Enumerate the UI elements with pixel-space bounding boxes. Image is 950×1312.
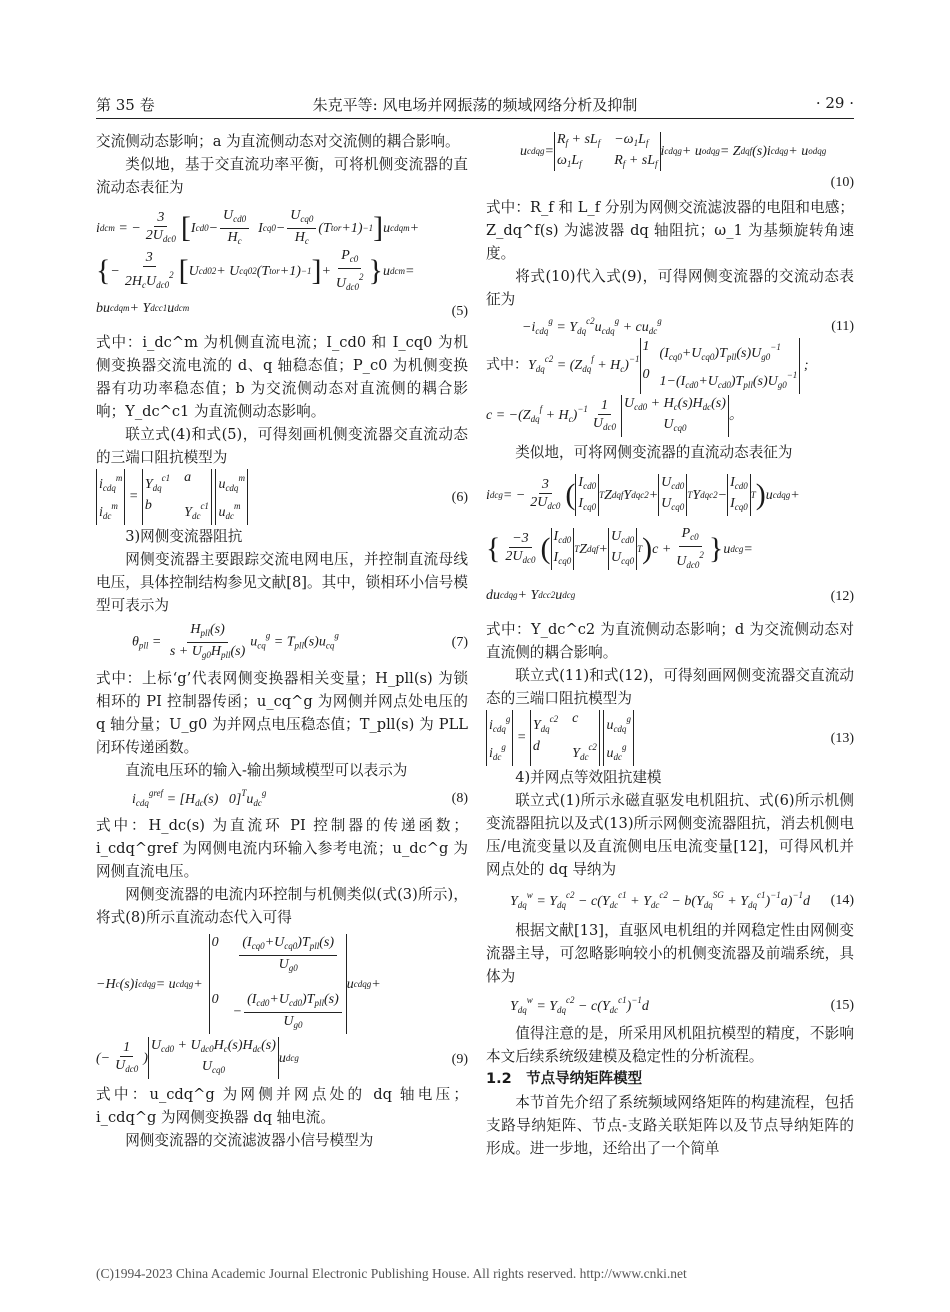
right-column [486, 130, 854, 1160]
paragraph: 值得注意的是，所采用风机阻抗模型的精度，不影响本文后续系统级建模及稳定性的分析流程。 [486, 1025, 854, 1065]
equation-11-def-c [486, 393, 854, 439]
equation-7 [96, 619, 468, 665]
equation-body: 式中：$Y_{dq}^{c2} = (Z_{dq}^f + H_c)^{-1}$ 1 $(I_{cq0}+U_{cq0})T_{pll}(s)U_{g0}^{-1}$ 0 $1-(I_{cd0}+U_{cd0})T_{pll}(s)U_{g0}^{-1}$ ; [486, 338, 854, 394]
equation-number: (8) [451, 790, 468, 806]
paragraph: 联立式(4)和式(5)，可得刻画机侧变流器交直流动态的三端口阻抗模型为 [96, 426, 468, 466]
paragraph: 直流电压环的输入-输出频域模型可以表示为 [125, 762, 408, 779]
paragraph: 将式(10)代入式(9)，可得网侧变流器的交流动态表征为 [486, 268, 854, 308]
equation-number: (14) [830, 892, 854, 908]
equation-body: $i_{cdq}^g$ $i_{dc}^g$ = $Y_{dq}^{c2}$ c d $Y_{dc}^{c2}$ $u_{cdq}^g$ $u_{dc}^g$ [486, 710, 818, 766]
paragraph: 式中：上标‘g’代表网侧变换器相关变量；H_pll(s) 为锁相环的 PI 控制器传函；u_cq^g 为网侧并网点处电压的 q 轴分量；U_g0 为并网点电压稳态值；T_pll(s) 为 PLL 闭环传递函数。 [96, 670, 468, 756]
equation-number: (6) [451, 489, 468, 505]
equation-number: (5) [451, 304, 468, 319]
paragraph: 式中：Y_dc^c2 为直流侧动态影响；d 为交流侧动态对直流侧的耦合影响。 [486, 621, 854, 661]
paragraph: 类似地，可将网侧变流器的直流动态表征为 [515, 444, 793, 461]
equation-body: $i_{cdq}^{gref} = [H_{dc}(s)$ $0]^Tu_{dc}^g$ [132, 787, 267, 808]
running-title: 朱克平等: 风电场并网振荡的频域网络分析及抑制 [312, 96, 638, 114]
equation-8 [96, 784, 468, 812]
label: 式中： [486, 358, 528, 374]
equation-number: (7) [451, 634, 468, 650]
paragraph: 本节首先介绍了系统频域网络矩阵的构建流程，包括支路导纳矩阵、节点-支路关联矩阵以及节点导纳矩阵的形成。进一步地，还给出了一个简单 [486, 1094, 854, 1157]
equation-number: (13) [830, 730, 854, 746]
paragraph: 网侧变流器主要跟踪交流电网电压，并控制直流母线电压，具体控制结构参见文献[8]。其中，锁相环小信号模型可表示为 [96, 551, 468, 614]
equation-9 [96, 931, 468, 1081]
equation-body: u cdq g = $R_f + sL_f$ $-\omega_1L_f$ $\omega_1L_f$ $R_f + sL_f$ i cdq g + u odq g = Z dq f (s)i cdq g + u odq g [486, 132, 854, 171]
equation-14 [486, 883, 854, 917]
subsection-heading: 3)网侧变流器阻抗 [125, 528, 243, 545]
left-column [96, 130, 468, 1152]
equation-body: i dc m = − $\frac{3}{2U_{dc0}}$ [ I cd0 − $\frac{U_{cd0}}{H_c}$ I cq0 − $\frac{U_{cq0}}{H_c}$ (T tor +1) −1 ] u cdq m + { − $\frac{3}{2H_cU_{dc0}^2}$ [ U cd0 2 + U cq0 2 (T tor +1) −1 ] + $\frac{P_{c0}}{U_{dc0}^2}$ } u dc m = bu cdq m + Y dc c1 u dc m [96, 207, 420, 316]
copyright-footer: (C)1994-2023 China Academic Journal Electronic Publishing House. All rights reserved. http://www.cnki.net [96, 1266, 687, 1281]
equation-number: (15) [830, 997, 854, 1013]
equation-13 [486, 712, 854, 764]
equation-body: −H c (s)i cdq g = u cdq g + 0 $\frac{(I_{cq0}+U_{cq0})T_{pll}(s)}{U_{g0}}$ 0 − $\frac{(I_{cd0}+U_{cd0})T_{pll}(s)}{U_{g0}}$ u cdq g + (− $\frac{1}{U_{dc0}}$ ) $U_{cd0} + U_{dc0}H_c(s)H_{dc}(s)$ $U_{cq0}$ u dc g [96, 932, 432, 1080]
equation-6 [96, 471, 468, 523]
equation-5 [96, 201, 468, 329]
paragraph: 式中：H_dc(s) 为直流环 PI 控制器的传递函数；i_cdq^gref 为网侧电流内环输入参考电流；u_dc^g 为网侧直流电压。 [96, 817, 468, 880]
paragraph: 联立式(11)和式(12)，可得刻画网侧变流器交直流动态的三端口阻抗模型为 [486, 667, 854, 707]
equation-body: $\theta_{pll}$ = $\frac{H_{pll}(s)}{s + U_{g0}H_{pll}(s)}$ $u_{cq}^g = T_{pll}(s)u_{cq}^g$ [132, 621, 339, 660]
paragraph: 交流侧动态影响；a 为直流侧动态对交流侧的耦合影响。 [96, 133, 460, 150]
equation-body: $-i_{cdq}^g = Y_{dq}^{c2}u_{cdq}^g + cu_{dc}^g$ [522, 315, 662, 336]
equation-body: $Y_{dq}^w = Y_{dq}^{c2} - c(Y_{dc}^{c1})^{-1}d$ [510, 994, 649, 1015]
equation-10 [486, 132, 854, 194]
paragraph: 网侧变流器的交流滤波器小信号模型为 [125, 1132, 374, 1149]
equation-number: (12) [830, 589, 854, 604]
paragraph: 类似地，基于交直流功率平衡，可将机侧变流器的直流动态表征为 [96, 156, 468, 196]
equation-number: (11) [831, 318, 854, 334]
page-number: · 29 · [815, 94, 854, 112]
equation-11-def-Y [486, 341, 854, 391]
subsection-heading: 4)并网点等效阻抗建模 [515, 769, 662, 786]
equation-15 [486, 990, 854, 1020]
equation-body: $Y_{dq}^w = Y_{dq}^{c2} - c(Y_{dc}^{c1} + Y_{dc}^{c2} - b(Y_{dq}^{SG} + Y_{dq}^{c1})^{-1}a)^{-1}d$ [510, 889, 811, 910]
equation-number: (10) [830, 175, 854, 190]
paragraph: 根据文献[13]，直驱风电机组的并网稳定性由网侧变流器主导，可忽略影响较小的机侧变流器及前端系统，具体为 [486, 922, 854, 985]
paragraph: 式中：R_f 和 L_f 分别为网侧交流滤波器的电阻和电感；Z_dq^f(s) 为滤波器 dq 轴阻抗；ω_1 为基频旋转角速度。 [486, 199, 854, 262]
equation-11 [486, 313, 854, 339]
section-heading: 1.2 节点导纳矩阵模型 [486, 1071, 643, 1087]
equation-body: $c = -(Z_{dq}^f + H_c)^{-1}$ $\frac{1}{U_{dc0}}$ $U_{cd0} + H_c(s)H_{dc}(s)$ $U_{cq0}$ 。 [486, 395, 854, 437]
paragraph: 式中：u_cdq^g 为网侧并网点处的 dq 轴电压；i_cdq^g 为网侧变换器 dq 轴电流。 [96, 1086, 468, 1126]
equation-body: $i_{cdq}^m$ $i_{dc}^m$ = $Y_{dq}^{c1}$ a b $Y_{dc}^{c1}$ $u_{cdq}^m$ $u_{dc}^m$ [96, 469, 432, 525]
equation-body: i dc g = − $\frac{3}{2U_{dc0}}$ ( $I_{cd0}$ $I_{cq0}$ T Z dq f Y dq c2 + $U_{cd0}$ $U_{cq0}$ T Y dq c2 − $I_{cd0}$ $I_{cq0}$ T ) u cdq g + { $\frac{-3}{2U_{dc0}}$ ( $I_{cd0}$ $I_{cq0}$ T Z dq f + $U_{cd0}$ $U_{cq0}$ T ) c + $\frac{P_{c0}}{U_{dc0}^2}$ } u dc g = du cdq g + Y dc c2 u dc g [486, 475, 800, 603]
equation-12 [486, 466, 854, 616]
paragraph: 式中：i_dc^m 为机侧直流电流；I_cd0 和 I_cq0 为机侧变换器交流电流的 d、q 轴稳态值；P_c0 为机侧变换器有功功率稳态值；b 为交流侧动态对直流侧的耦合影响；Y_dc^c1 为直流侧动态影响。 [96, 334, 468, 420]
paragraph: 网侧变流器的电流内环控制与机侧类似(式(3)所示)，将式(8)所示直流动态代入可得 [96, 886, 468, 926]
volume-label: 第 35 卷 [96, 96, 155, 114]
running-header [96, 92, 854, 119]
paragraph: 联立式(1)所示永磁直驱发电机阻抗、式(6)所示机侧变流器阻抗以及式(13)所示网侧变流器阻抗，消去机侧电压/电流变量以及直流侧电压电流变量[12]，可得风机并网点处的 dq 导纳为 [486, 792, 854, 878]
equation-number: (9) [451, 1052, 468, 1067]
